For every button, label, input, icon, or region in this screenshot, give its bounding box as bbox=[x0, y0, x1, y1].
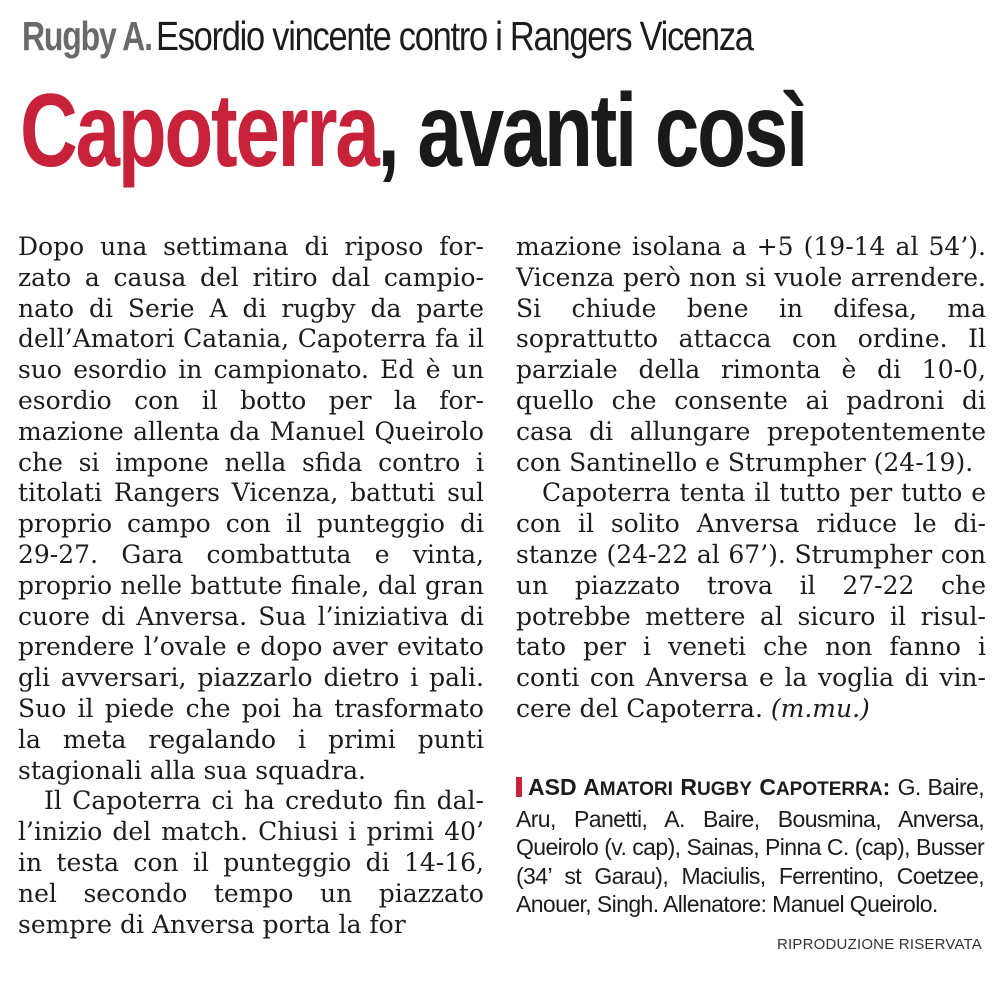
red-bar-icon bbox=[516, 777, 522, 797]
article-paragraph: Il Capoterra ci ha creduto fin dall’inizio del match. Chiusi i primi 40’ in testa con il punteggio di 14-16, nel secondo tempo un piazzato sempre di Anversa porta la for bbox=[18, 786, 484, 939]
article-column-1 bbox=[18, 232, 484, 940]
team-lineup: G. Baire, Aru, Panetti, A. Baire, Bousmina, Anversa, Queirolo (v. cap), Sainas, Pinna C. (cap), Busser (34’ st Garau), Maciulis, Ferrentino, Coetzee, Anouer, Singh. Allenatore: Manuel Queirolo. bbox=[516, 774, 985, 917]
kicker bbox=[22, 10, 867, 62]
copyright-credit: RIPRODUZIONE RISERVATA bbox=[777, 936, 982, 953]
headline-black-part: , avanti così bbox=[377, 73, 806, 189]
team-roster bbox=[516, 773, 984, 919]
team-name-initial: A bbox=[583, 774, 600, 800]
author-signature: (m.mu.) bbox=[770, 693, 870, 723]
article-column-2 bbox=[516, 232, 986, 725]
team-name-smallcaps: APOTERRA bbox=[775, 779, 883, 800]
team-name-initial: ASD bbox=[528, 774, 577, 800]
team-name-initial: C bbox=[759, 774, 776, 800]
article-paragraph bbox=[516, 478, 986, 724]
team-name-initial: R bbox=[680, 774, 697, 800]
team-name-smallcaps: MATORI bbox=[599, 779, 673, 800]
kicker-subtitle: Esordio vincente contro i Rangers Vicenza bbox=[156, 13, 754, 59]
section-label: Rugby A. bbox=[22, 13, 152, 59]
team-name bbox=[528, 774, 883, 800]
headline bbox=[20, 73, 806, 189]
team-name-smallcaps: UGBY bbox=[696, 779, 752, 800]
article-paragraph: Dopo una settimana di riposo forzato a causa del ritiro dal campionato di Serie A di rugby da parte dell’Amatori Catania, Capoterra fa il suo esordio in campionato. Ed è un esordio con il botto per la formazione allenta da Manuel Queirolo che si impone nella sfida contro i titolati Rangers Vicenza, battuti sul proprio campo con il punteggio di 29-27. Gara combattuta e vinta, proprio nelle battute finale, dal gran cuore di Anversa. Sua l’iniziativa di prendere l’ovale e dopo aver evitato gli avversari, piazzarlo dietro i pali. Suo il piede che poi ha trasformato la meta regalando i primi punti stagionali alla sua squadra. bbox=[18, 232, 484, 785]
article-paragraph-text: Capoterra tenta il tutto per tutto e con il solito Anversa riduce le distanze (24-22 al 67’). Strumpher con un piazzato trova il 27-22 che potrebbe mettere al sicuro il risultato per i veneti che non fanno i conti con Anversa e la voglia di vincere del Capoterra. bbox=[516, 478, 986, 723]
article-paragraph: mazione isolana a +5 (19-14 al 54’). Vicenza però non si vuole arrendere. Si chiude bene in difesa, ma soprattutto attacca con ordine. Il parziale della rimonta è di 10-0, quello che consente ai padroni di casa di allungare prepotentemente con Santinello e Strumpher (24-19). bbox=[516, 232, 986, 477]
headline-red-part: Capoterra bbox=[20, 73, 378, 189]
team-colon: : bbox=[882, 774, 898, 800]
